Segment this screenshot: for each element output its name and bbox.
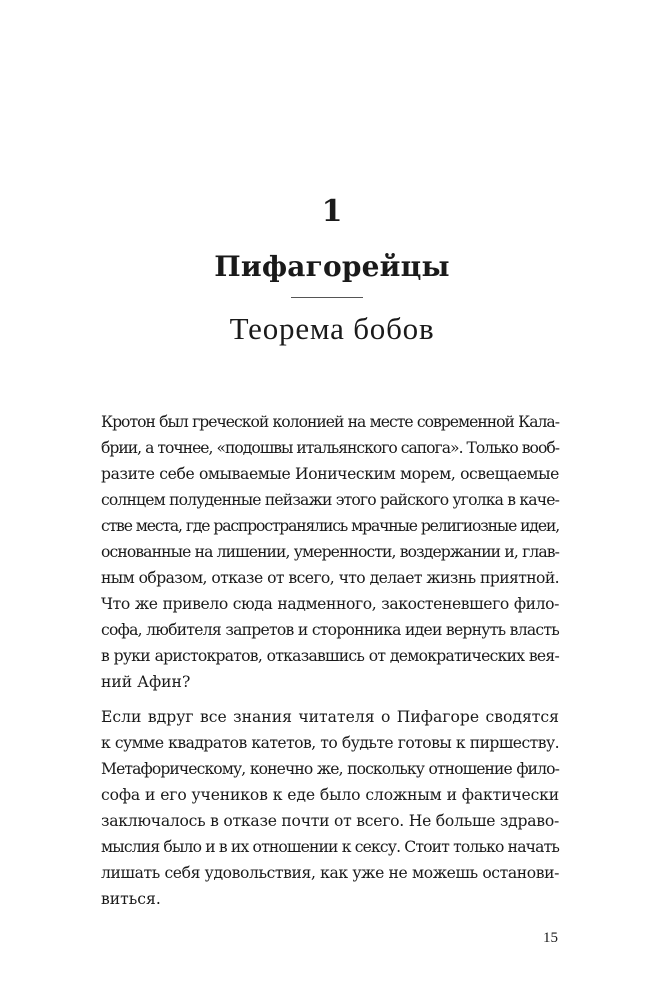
text-line: лишать себя удовольствия, как уже не можешь останови- — [101, 864, 559, 882]
text-line: Если вдруг все знания читателя о Пифагоре сводятся — [101, 708, 559, 726]
text-line: к сумме квадратов катетов, то будьте готовы к пиршеству. — [101, 734, 559, 752]
text-line: основанные на лишении, умеренности, воздержании и, глав- — [101, 543, 559, 561]
page-number: 15 — [543, 930, 558, 946]
text-line: ний Афин? — [101, 673, 191, 691]
text-line: заключалось в отказе почти от всего. Не больше здраво- — [101, 812, 559, 830]
text-line: стве места, где распространялись мрачные религиозные идеи, — [101, 517, 559, 535]
text-line: Что же привело сюда надменного, закостеневшего фило- — [101, 595, 559, 613]
text-line: в руки аристократов, отказавшись от демократических вея- — [101, 647, 559, 665]
text-line: Метафорическому, конечно же, поскольку отношение фило- — [101, 760, 559, 778]
text-line: виться. — [101, 890, 161, 908]
text-line: разите себе омываемые Ионическим морем, освещаемые — [101, 465, 559, 483]
text-line: Кротон был греческой колонией на месте современной Кала- — [101, 413, 559, 431]
paragraph-2 — [101, 704, 559, 912]
text-line: софа, любителя запретов и сторонника идеи вернуть власть — [101, 621, 559, 639]
chapter-subtitle: Теорема бобов — [229, 311, 435, 346]
title-divider — [291, 297, 363, 298]
chapter-title: Пифагорейцы — [214, 250, 450, 283]
chapter-number: 1 — [321, 194, 343, 229]
text-line: солнцем полуденные пейзажи этого райского уголка в каче- — [101, 491, 559, 509]
text-line: мыслия было и в их отношении к сексу. Стоит только начать — [101, 838, 559, 856]
paragraph-1 — [101, 409, 559, 695]
text-line: брии, а точнее, «подошвы итальянского сапога». Только вооб- — [101, 439, 559, 457]
text-line: ным образом, отказе от всего, что делает жизнь приятной. — [101, 569, 559, 587]
text-line: софа и его учеников к еде было сложным и фактически — [101, 786, 559, 804]
